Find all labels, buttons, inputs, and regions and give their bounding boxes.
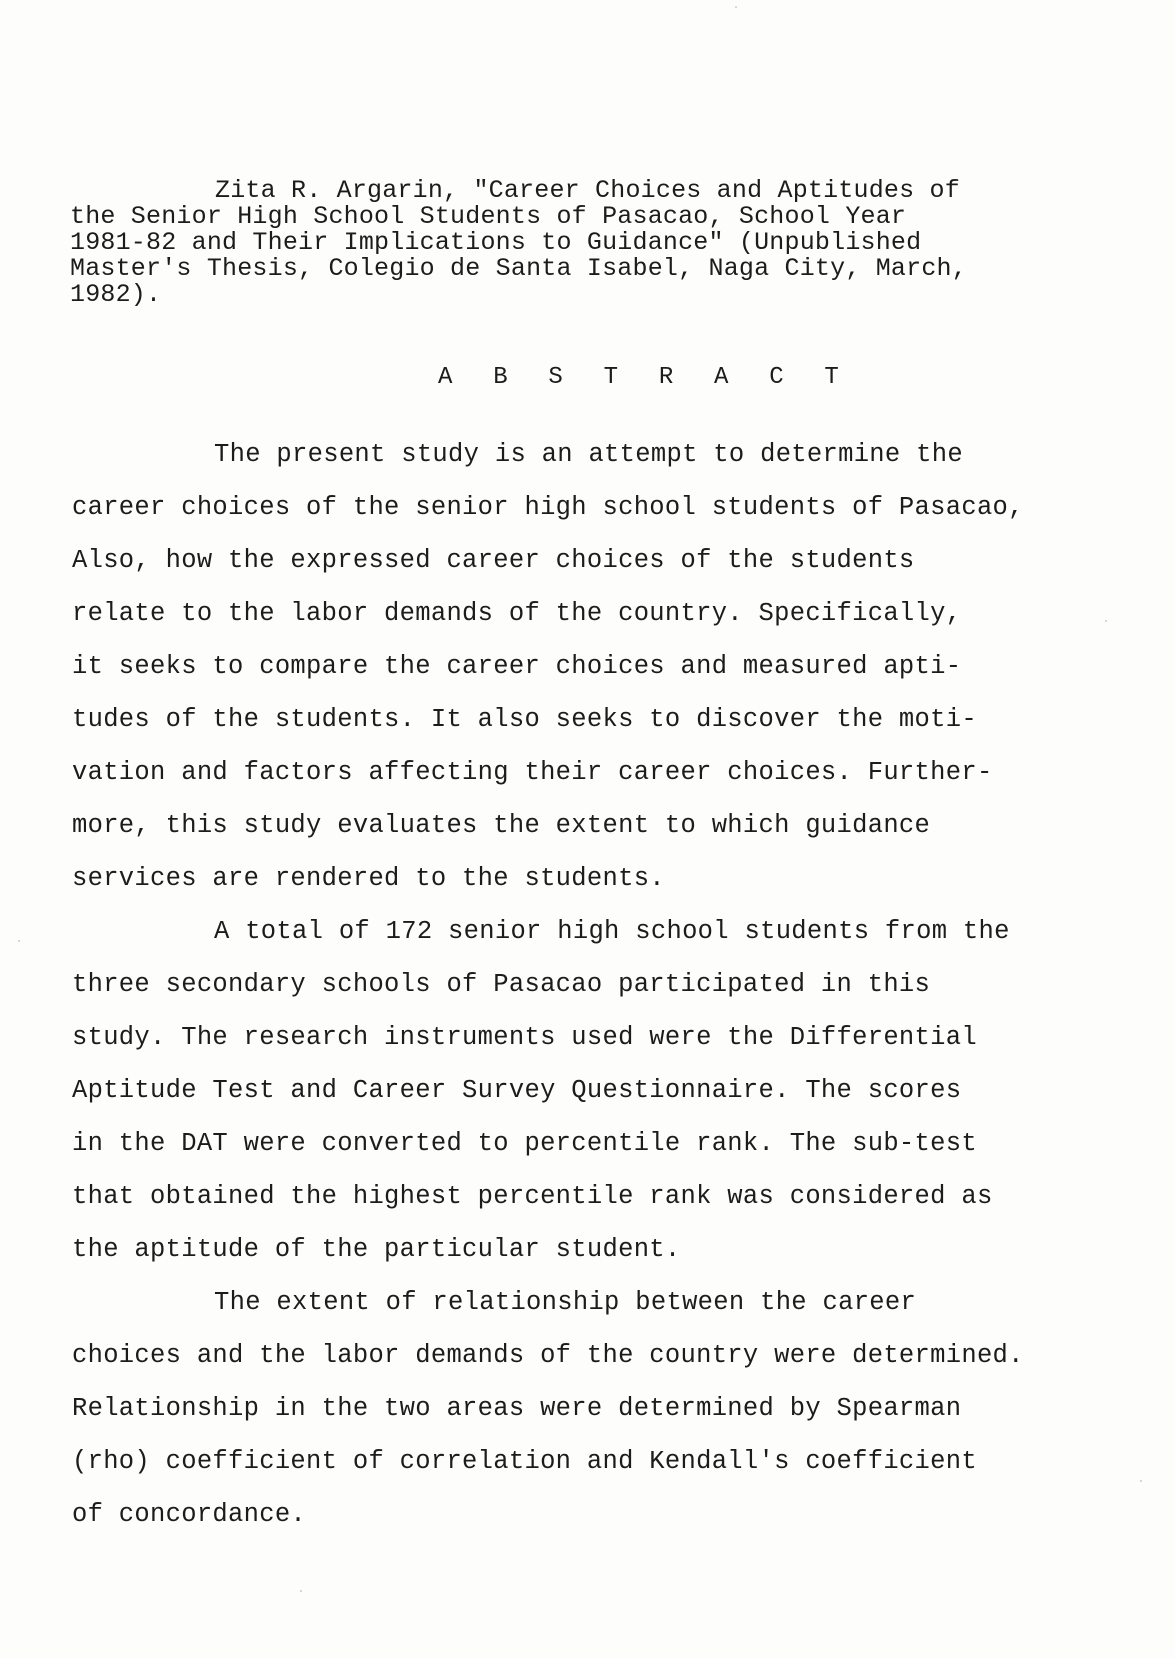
scan-speck — [1105, 620, 1107, 622]
abstract-body — [72, 428, 1132, 1541]
paragraph-line: study. The research instruments used were the Differential — [72, 1023, 977, 1052]
citation-line: 1981-82 and Their Implications to Guidance" (Unpublished — [70, 228, 922, 257]
paragraph-line: in the DAT were converted to percentile rank. The sub-test — [72, 1129, 977, 1158]
paragraph-line: it seeks to compare the career choices and measured apti- — [72, 652, 962, 681]
citation-line: the Senior High School Students of Pasacao, School Year — [70, 202, 907, 231]
scan-speck — [18, 940, 20, 942]
citation-line: Master's Thesis, Colegio de Santa Isabel, Naga City, March, — [70, 254, 967, 283]
citation-line: 1982). — [70, 280, 162, 309]
paragraph-line: services are rendered to the students. — [72, 864, 665, 893]
abstract-heading: A B S T R A C T — [438, 364, 853, 391]
paragraph-line: The extent of relationship between the career — [214, 1288, 917, 1317]
paragraph-line: Aptitude Test and Career Survey Questionnaire. The scores — [72, 1076, 962, 1105]
paragraph-line: choices and the labor demands of the country were determined. — [72, 1341, 1024, 1370]
paragraph-line: vation and factors affecting their career choices. Further- — [72, 758, 993, 787]
paragraph-line: The present study is an attempt to determine the — [214, 440, 963, 469]
paragraph-line: the aptitude of the particular student. — [72, 1235, 681, 1264]
paragraph-line: three secondary schools of Pasacao participated in this — [72, 970, 931, 999]
scan-speck — [300, 1590, 302, 1592]
paragraph-line: (rho) coefficient of correlation and Kendall's coefficient — [72, 1447, 977, 1476]
scan-speck — [735, 6, 737, 8]
paragraph-line: more, this study evaluates the extent to which guidance — [72, 811, 931, 840]
paragraph-line: Also, how the expressed career choices of the students — [72, 546, 915, 575]
paragraph-line: career choices of the senior high school students of Pasacao, — [72, 493, 1024, 522]
paragraph-line: tudes of the students. It also seeks to discover the moti- — [72, 705, 977, 734]
paragraph-line: of concordance. — [72, 1500, 307, 1529]
scan-speck — [1140, 1480, 1142, 1482]
thesis-citation — [70, 178, 1030, 308]
citation-line: Zita R. Argarin, "Career Choices and Aptitudes of — [215, 176, 960, 205]
paragraph-line: A total of 172 senior high school students from the — [214, 917, 1010, 946]
paragraph-line: relate to the labor demands of the country. Specifically, — [72, 599, 962, 628]
paragraph-line: Relationship in the two areas were determined by Spearman — [72, 1394, 962, 1423]
paragraph-line: that obtained the highest percentile rank was considered as — [72, 1182, 993, 1211]
